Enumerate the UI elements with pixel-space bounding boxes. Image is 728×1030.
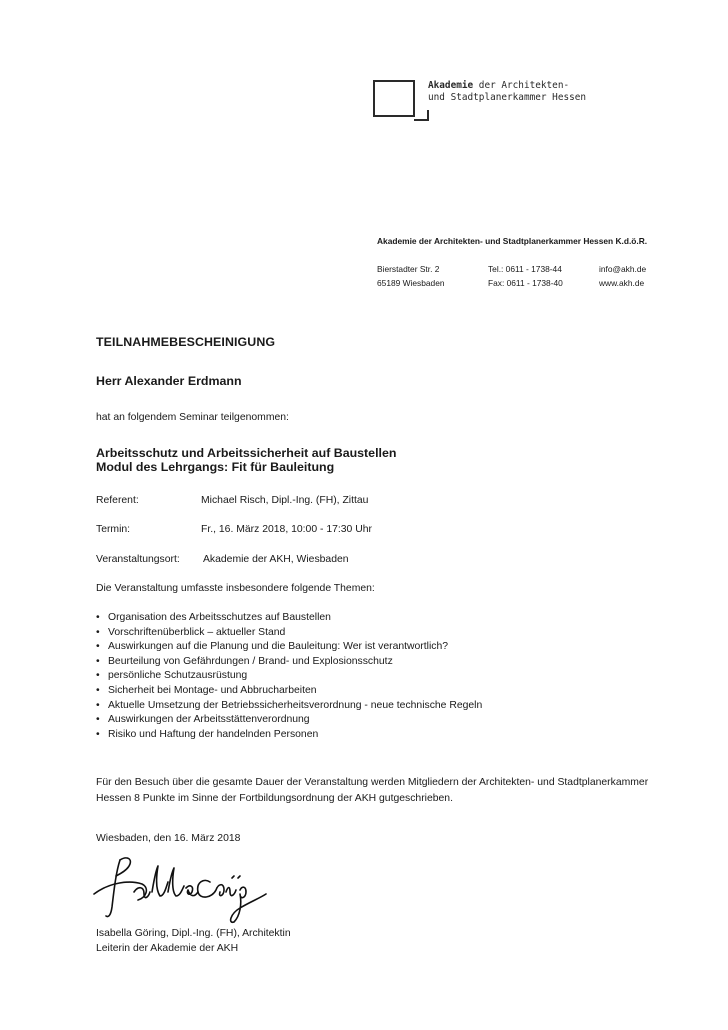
list-item (96, 684, 482, 699)
bullet-icon: • (96, 626, 100, 638)
topic-text: Organisation des Arbeitsschutzes auf Baustellen (108, 612, 331, 623)
sender-street: Bierstadter Str. 2 (377, 264, 440, 274)
signatory-role: Leiterin der Akademie der AKH (96, 943, 239, 954)
seminar-title-line1: Arbeitsschutz und Arbeitssicherheit auf Baustellen (96, 446, 397, 460)
bullet-icon: • (96, 684, 100, 696)
list-item (96, 699, 482, 714)
bullet-icon: • (96, 641, 100, 653)
list-item (96, 669, 482, 684)
topic-text: persönliche Schutzausrüstung (108, 670, 248, 682)
logo-line2: und Stadtplanerkammer Hessen (428, 92, 587, 103)
logo-wordmark (428, 80, 586, 104)
sender-city: 65189 Wiesbaden (377, 278, 445, 288)
topics-intro: Die Veranstaltung umfasste insbesondere folgende Themen: (96, 583, 375, 594)
termin-value: Fr., 16. März 2018, 10:00 - 17:30 Uhr (201, 524, 372, 535)
signatory-name: Isabella Göring, Dipl.-Ing. (FH), Architektin (96, 928, 291, 939)
logo-line1-bold: Akademie (428, 80, 474, 91)
sender-email[interactable]: info@akh.de (599, 264, 647, 274)
venue-value: Akademie der AKH, Wiesbaden (203, 554, 349, 565)
referent-value: Michael Risch, Dipl.-Ing. (FH), Zittau (201, 495, 369, 506)
document-title: TEILNAHMEBESCHEINIGUNG (96, 335, 276, 349)
bullet-icon: • (96, 699, 100, 711)
list-item (96, 713, 482, 728)
logo-frame (373, 80, 415, 117)
handwritten-signature (90, 852, 290, 932)
list-item (96, 611, 482, 626)
place-date: Wiesbaden, den 16. März 2018 (96, 833, 241, 844)
topic-text: Auswirkungen der Arbeitsstättenverordnung (108, 714, 310, 726)
topics-list (96, 611, 482, 742)
list-item (96, 640, 482, 655)
logo-corner-mark (414, 110, 430, 122)
sender-name: Akademie der Architekten- und Stadtplanerkammer Hessen K.d.ö.R. (377, 236, 648, 246)
recipient-name: Herr Alexander Erdmann (96, 374, 242, 388)
sender-phone-block (488, 262, 563, 290)
credit-paragraph: Für den Besuch über die gesamte Dauer der Veranstaltung werden Mitgliedern der Architekten- und Stadtplanerkammer Hessen 8 Punkte im Sinne der Fortbildungsordnung der AKH gutgeschrieben. (96, 777, 649, 804)
topic-text: Vorschriftenüberblick – aktueller Stand (108, 626, 286, 638)
topic-text: Beurteilung von Gefährdungen / Brand- und Explosionsschutz (108, 655, 393, 667)
bullet-icon: • (96, 655, 100, 667)
topic-text: Risiko und Haftung der handelnden Personen (108, 728, 319, 740)
topic-text: Auswirkungen auf die Planung und die Bauleitung: Wer ist verantwortlich? (108, 641, 449, 653)
bullet-icon: • (96, 612, 100, 623)
sender-online-block (599, 262, 646, 290)
list-item (96, 626, 482, 641)
referent-label: Referent: (96, 495, 139, 506)
bullet-icon: • (96, 728, 100, 740)
sender-address (377, 262, 445, 290)
topic-text: Aktuelle Umsetzung der Betriebssicherheitsverordnung - neue technische Regeln (108, 699, 483, 711)
logo-line1-rest: der Architekten- (473, 80, 570, 91)
seminar-title (96, 446, 396, 474)
termin-label: Termin: (96, 524, 131, 535)
sender-web[interactable]: www.akh.de (599, 278, 645, 288)
list-item (96, 728, 482, 743)
bullet-icon: • (96, 714, 100, 726)
intro-text: hat an folgendem Seminar teilgenommen: (96, 412, 289, 423)
sender-tel: Tel.: 0611 - 1738-44 (488, 264, 562, 274)
list-item (96, 655, 482, 670)
seminar-title-line2: Modul des Lehrgangs: Fit für Bauleitung (96, 460, 335, 474)
bullet-icon: • (96, 670, 100, 682)
sender-fax: Fax: 0611 - 1738-40 (488, 278, 563, 288)
topic-text: Sicherheit bei Montage- und Abbrucharbeiten (108, 684, 317, 696)
venue-label: Veranstaltungsort: (96, 554, 180, 565)
